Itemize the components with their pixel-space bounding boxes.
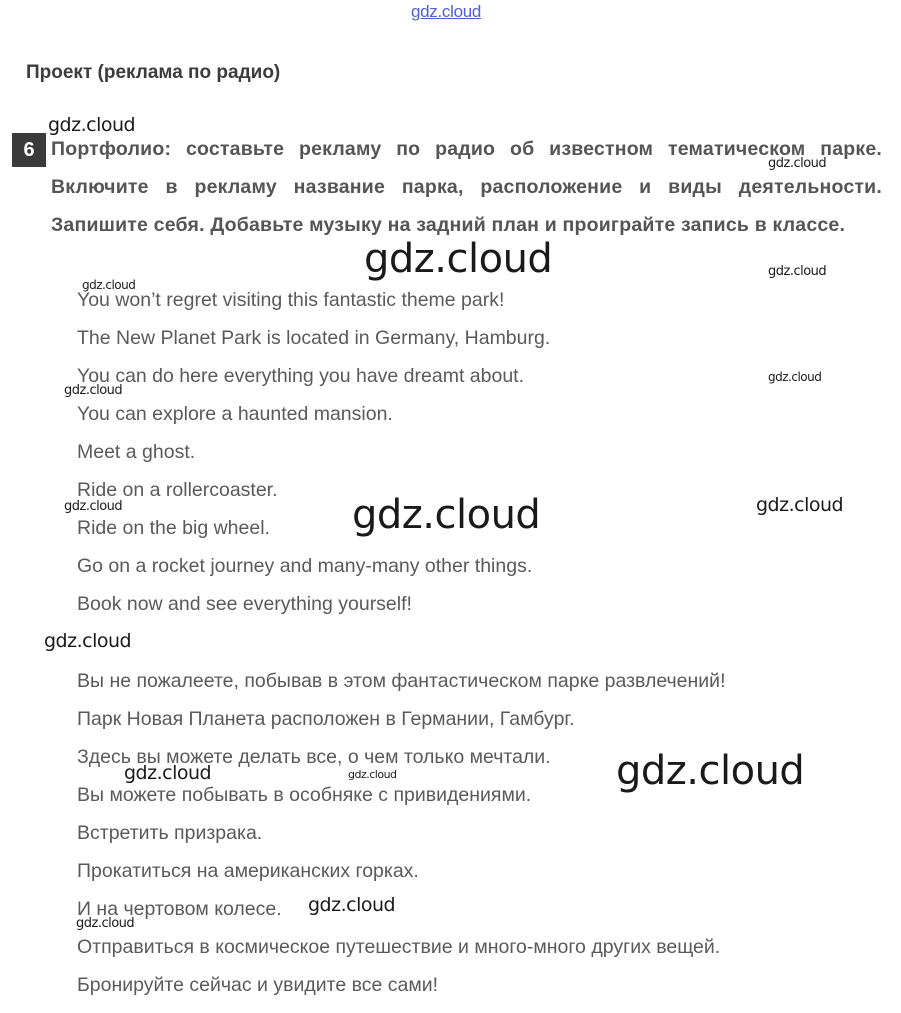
russian-line: Вы не пожалеете, побывав в этом фантастическом парке развлечений! bbox=[77, 670, 726, 692]
watermark: gdz.cloud bbox=[64, 499, 123, 514]
russian-line: Отправиться в космическое путешествие и много-много других вещей. bbox=[77, 936, 721, 958]
watermark: gdz.cloud bbox=[76, 916, 135, 931]
watermark: gdz.cloud bbox=[768, 264, 827, 279]
watermark: gdz.cloud bbox=[124, 762, 212, 784]
task-number-badge: 6 bbox=[12, 133, 46, 167]
task-instruction: Портфолио: составьте рекламу по радио об известном тематическом парке. Включите в рекламу название парка, расположение и виды деятельности. Запишите себя. Добавьте музыку на задний план и проиграйте запись в классе. bbox=[51, 138, 882, 236]
watermark: gdz.cloud bbox=[616, 748, 805, 794]
site-link[interactable]: gdz.cloud bbox=[411, 2, 482, 21]
watermark: gdz.cloud bbox=[64, 383, 123, 398]
english-line: Ride on the big wheel. bbox=[77, 517, 270, 539]
english-line: You can do here everything you have dreamt about. bbox=[77, 365, 525, 387]
russian-line: Встретить призрака. bbox=[77, 822, 263, 844]
watermark: gdz.cloud bbox=[352, 492, 541, 538]
section-title: Проект (реклама по радио) bbox=[26, 62, 281, 83]
watermark: gdz.cloud bbox=[756, 494, 844, 516]
english-line: Book now and see everything yourself! bbox=[77, 593, 412, 615]
russian-line: Здесь вы можете делать все, о чем только мечтали. bbox=[77, 746, 551, 768]
watermark: gdz.cloud bbox=[308, 894, 396, 916]
watermark: gdz.cloud bbox=[44, 630, 132, 652]
russian-line: Прокатиться на американских горках. bbox=[77, 860, 419, 882]
english-line: You can explore a haunted mansion. bbox=[77, 403, 393, 425]
russian-ad-text bbox=[77, 662, 857, 1004]
english-line: Meet a ghost. bbox=[77, 441, 196, 463]
english-line: Go on a rocket journey and many-many other things. bbox=[77, 555, 533, 577]
russian-line: Бронируйте сейчас и увидите все сами! bbox=[77, 974, 439, 996]
english-ad-text bbox=[77, 281, 857, 623]
english-line: You won’t regret visiting this fantastic theme park! bbox=[77, 289, 505, 311]
watermark: gdz.cloud bbox=[48, 114, 136, 136]
watermark: gdz.cloud bbox=[348, 768, 397, 781]
russian-line: И на чертовом колесе. bbox=[77, 898, 282, 920]
watermark: gdz.cloud bbox=[768, 370, 822, 384]
russian-line: Парк Новая Планета расположен в Германии, Гамбург. bbox=[77, 708, 575, 730]
watermark: gdz.cloud bbox=[364, 236, 553, 282]
english-line: The New Planet Park is located in Germany, Hamburg. bbox=[77, 327, 551, 349]
watermark: gdz.cloud bbox=[768, 156, 827, 171]
russian-line: Вы можете побывать в особняке с привидениями. bbox=[77, 784, 532, 806]
watermark: gdz.cloud bbox=[82, 278, 136, 292]
english-line: Ride on a rollercoaster. bbox=[77, 479, 278, 501]
